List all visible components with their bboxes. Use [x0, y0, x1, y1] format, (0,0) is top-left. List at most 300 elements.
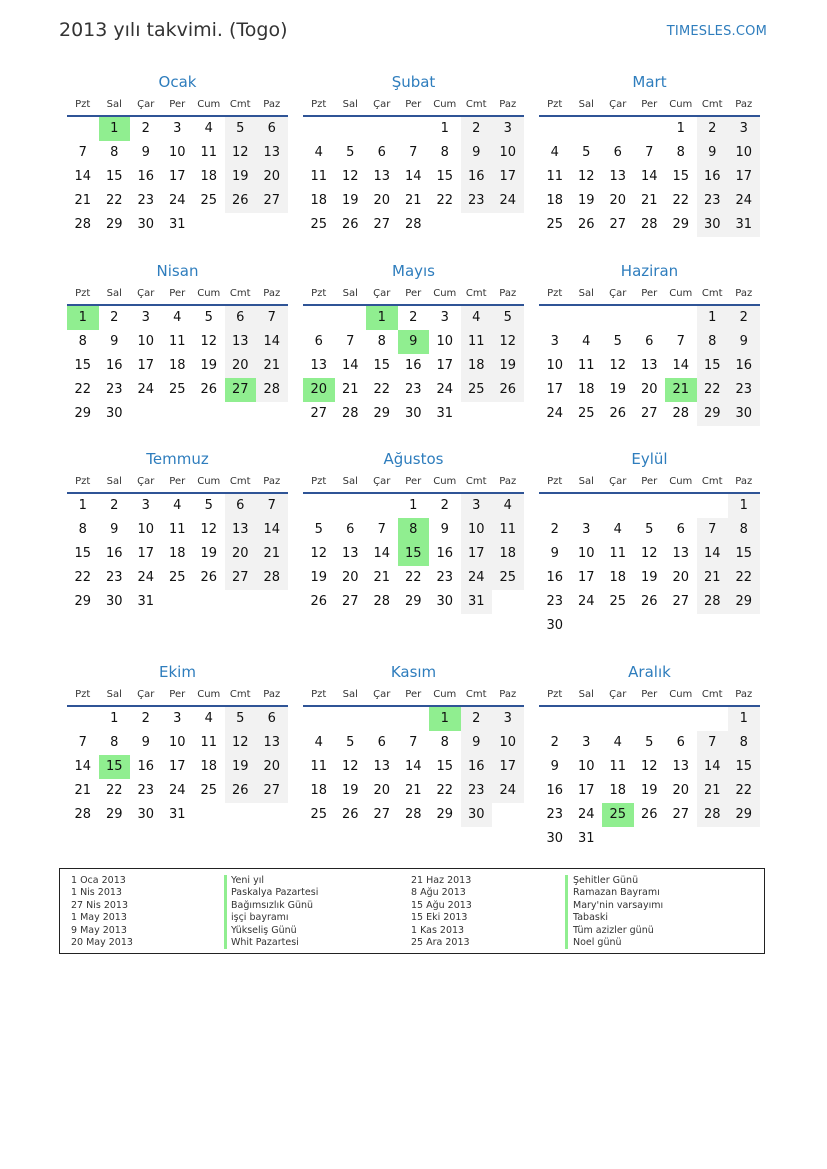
- month-name: Mart: [632, 73, 667, 91]
- day-cell: 14: [74, 169, 92, 184]
- legend-holiday-name: Bağımsızlık Günü: [231, 899, 314, 911]
- day-cell: 20: [609, 193, 627, 208]
- day-cell: 29: [728, 590, 760, 614]
- day-cell: 20: [341, 570, 359, 585]
- legend-date: 1 May 2013: [71, 912, 127, 924]
- legend-holiday-name: Noel günü: [573, 936, 622, 948]
- weekday-label: Cmt: [465, 288, 487, 299]
- weekday-label: Sal: [106, 288, 122, 299]
- day-grid: [67, 494, 288, 640]
- day-cell: 16: [546, 783, 564, 798]
- day-cell: 13: [640, 358, 658, 373]
- day-cell: 15: [74, 546, 92, 561]
- day-cell: 4: [314, 735, 323, 750]
- day-cell: 20: [256, 165, 288, 189]
- day-cell: 9: [550, 759, 559, 774]
- day-cell: 23: [404, 382, 422, 397]
- day-cell: 19: [577, 193, 595, 208]
- day-cell: 7: [256, 306, 288, 330]
- day-cell: 28: [373, 594, 391, 609]
- day-cell: 27: [672, 807, 690, 822]
- day-cell: 22: [436, 193, 454, 208]
- legend-date: 15 Ağu 2013: [411, 899, 472, 911]
- day-cell: 11: [609, 759, 627, 774]
- day-cell: 17: [137, 358, 155, 373]
- day-cell: 8: [78, 522, 87, 537]
- day-cell: 10: [168, 145, 186, 160]
- legend-date: 1 Oca 2013: [71, 875, 126, 886]
- day-cell: 3: [141, 310, 150, 325]
- day-cell: 10: [492, 141, 524, 165]
- month-12: [539, 663, 760, 853]
- weekday-label: Cmt: [229, 476, 251, 487]
- day-cell: 22: [697, 378, 729, 402]
- day-cell: 6: [346, 522, 355, 537]
- day-cell: 7: [645, 145, 654, 160]
- day-cell: 16: [728, 354, 760, 378]
- day-cell: 14: [373, 546, 391, 561]
- day-cell: 20: [373, 783, 391, 798]
- day-cell: 9: [110, 334, 119, 349]
- weekday-label: Per: [169, 689, 186, 700]
- day-cell: 21: [341, 382, 359, 397]
- day-cell: 29: [74, 406, 92, 421]
- day-cell: 18: [609, 570, 627, 585]
- day-cell: 28: [256, 378, 288, 402]
- weekday-label: Pzt: [311, 476, 327, 487]
- weekday-label: Paz: [735, 476, 753, 487]
- legend-holiday-name: Tabaski: [573, 912, 608, 924]
- weekday-label: Paz: [499, 689, 517, 700]
- day-cell: 19: [200, 546, 218, 561]
- day-cell: 2: [550, 522, 559, 537]
- day-cell: 14: [672, 358, 690, 373]
- month-name: Ağustos: [383, 450, 444, 468]
- day-cell: 8: [377, 334, 386, 349]
- weekday-label: Cum: [669, 99, 693, 110]
- day-cell: 18: [168, 358, 186, 373]
- day-cell: 28: [341, 406, 359, 421]
- day-cell: 20: [672, 570, 690, 585]
- day-cell: 16: [436, 546, 454, 561]
- day-cell: 19: [225, 165, 257, 189]
- day-cell: 18: [461, 354, 493, 378]
- weekday-label: Çar: [373, 476, 391, 487]
- day-cell: 13: [310, 358, 328, 373]
- weekday-label: Çar: [373, 288, 391, 299]
- holiday-legend: [59, 868, 765, 954]
- holiday-day-cell: 15: [398, 542, 430, 566]
- day-cell: 18: [310, 783, 328, 798]
- day-cell: 3: [461, 494, 493, 518]
- day-cell: 30: [546, 831, 564, 846]
- day-cell: 12: [310, 546, 328, 561]
- day-cell: 11: [168, 522, 186, 537]
- weekday-label: Cum: [433, 689, 457, 700]
- day-cell: 21: [256, 354, 288, 378]
- day-cell: 30: [436, 594, 454, 609]
- day-cell: 18: [310, 193, 328, 208]
- day-cell: 28: [640, 217, 658, 232]
- day-cell: 20: [672, 783, 690, 798]
- day-cell: 10: [168, 735, 186, 750]
- day-cell: 28: [672, 406, 690, 421]
- day-cell: 16: [105, 358, 123, 373]
- weekday-header: [67, 91, 288, 117]
- legend-holiday-name: Yükseliş Günü: [231, 924, 297, 936]
- month-name: Nisan: [156, 262, 199, 280]
- weekday-label: Çar: [137, 99, 155, 110]
- weekday-label: Cmt: [465, 689, 487, 700]
- holiday-day-cell: 21: [665, 378, 697, 402]
- day-cell: 31: [577, 831, 595, 846]
- weekday-label: Cum: [197, 476, 221, 487]
- day-cell: 19: [200, 358, 218, 373]
- weekday-label: Cmt: [701, 689, 723, 700]
- weekday-label: Paz: [499, 476, 517, 487]
- day-cell: 23: [461, 779, 493, 803]
- day-cell: 5: [582, 145, 591, 160]
- weekday-label: Sal: [342, 288, 358, 299]
- day-cell: 25: [200, 783, 218, 798]
- weekday-header: [303, 280, 524, 306]
- weekday-label: Çar: [609, 476, 627, 487]
- weekday-label: Cum: [669, 476, 693, 487]
- day-cell: 27: [640, 406, 658, 421]
- day-cell: 19: [640, 783, 658, 798]
- day-cell: 25: [492, 566, 524, 590]
- holiday-day-cell: 9: [398, 330, 430, 354]
- day-cell: 6: [645, 334, 654, 349]
- day-cell: 31: [461, 590, 493, 614]
- day-cell: 26: [310, 594, 328, 609]
- weekday-label: Paz: [499, 99, 517, 110]
- day-cell: 2: [440, 498, 449, 513]
- day-cell: 14: [404, 169, 422, 184]
- month-11: [303, 663, 524, 853]
- day-cell: 22: [74, 570, 92, 585]
- legend-names-right: [573, 875, 663, 949]
- day-cell: 10: [137, 334, 155, 349]
- day-cell: 2: [461, 117, 493, 141]
- month-name: Şubat: [391, 73, 436, 91]
- weekday-label: Pzt: [75, 476, 91, 487]
- day-cell: 8: [110, 145, 119, 160]
- weekday-label: Per: [405, 689, 422, 700]
- day-cell: 15: [74, 358, 92, 373]
- day-cell: 21: [404, 783, 422, 798]
- month-name: Haziran: [620, 262, 679, 280]
- day-cell: 29: [697, 402, 729, 426]
- day-cell: 2: [728, 306, 760, 330]
- day-cell: 6: [377, 145, 386, 160]
- day-cell: 7: [346, 334, 355, 349]
- day-cell: 19: [341, 193, 359, 208]
- day-cell: 21: [373, 570, 391, 585]
- day-cell: 30: [697, 213, 729, 237]
- day-cell: 14: [697, 755, 729, 779]
- day-cell: 4: [461, 306, 493, 330]
- legend-date: 20 May 2013: [71, 936, 133, 948]
- day-cell: 5: [314, 522, 323, 537]
- holiday-day-cell: 27: [225, 378, 257, 402]
- weekday-label: Cmt: [701, 476, 723, 487]
- day-cell: 4: [204, 121, 213, 136]
- weekday-label: Per: [641, 99, 658, 110]
- weekday-header: [303, 681, 524, 707]
- weekday-label: Cum: [669, 288, 693, 299]
- day-cell: 13: [341, 546, 359, 561]
- day-cell: 27: [373, 807, 391, 822]
- day-cell: 25: [577, 406, 595, 421]
- day-cell: 29: [74, 594, 92, 609]
- day-cell: 2: [409, 310, 418, 325]
- day-cell: 21: [256, 542, 288, 566]
- day-cell: 7: [697, 518, 729, 542]
- legend-date: 1 Nis 2013: [71, 887, 122, 899]
- day-cell: 23: [461, 189, 493, 213]
- legend-holiday-name: Tüm azizler günü: [573, 924, 654, 936]
- day-cell: 29: [105, 217, 123, 232]
- day-cell: 22: [105, 193, 123, 208]
- day-cell: 9: [728, 330, 760, 354]
- weekday-label: Paz: [735, 99, 753, 110]
- day-cell: 30: [137, 217, 155, 232]
- day-cell: 6: [613, 145, 622, 160]
- day-cell: 8: [728, 731, 760, 755]
- day-cell: 29: [436, 807, 454, 822]
- day-cell: 20: [225, 354, 257, 378]
- day-cell: 12: [341, 759, 359, 774]
- day-cell: 22: [436, 783, 454, 798]
- day-cell: 3: [141, 498, 150, 513]
- day-cell: 13: [256, 731, 288, 755]
- day-cell: 30: [546, 618, 564, 633]
- weekday-label: Cum: [197, 288, 221, 299]
- weekday-label: Pzt: [547, 99, 563, 110]
- day-cell: 3: [173, 121, 182, 136]
- day-cell: 6: [676, 522, 685, 537]
- weekday-label: Sal: [578, 99, 594, 110]
- day-cell: 17: [546, 382, 564, 397]
- day-cell: 29: [672, 217, 690, 232]
- day-cell: 10: [577, 759, 595, 774]
- holiday-day-cell: 8: [398, 518, 430, 542]
- day-cell: 19: [225, 755, 257, 779]
- day-cell: 4: [204, 711, 213, 726]
- day-cell: 18: [492, 542, 524, 566]
- month-10: [67, 663, 288, 853]
- day-cell: 4: [492, 494, 524, 518]
- day-cell: 23: [105, 570, 123, 585]
- weekday-label: Çar: [609, 288, 627, 299]
- day-cell: 30: [137, 807, 155, 822]
- day-grid: [303, 494, 524, 640]
- day-cell: 12: [577, 169, 595, 184]
- legend-holiday-name: Yeni yıl: [231, 875, 264, 886]
- day-cell: 5: [492, 306, 524, 330]
- day-cell: 16: [546, 570, 564, 585]
- page-title: 2013 yılı takvimi. (Togo): [59, 19, 288, 41]
- day-cell: 6: [314, 334, 323, 349]
- day-cell: 24: [577, 594, 595, 609]
- day-cell: 8: [110, 735, 119, 750]
- day-cell: 4: [173, 310, 182, 325]
- day-cell: 6: [377, 735, 386, 750]
- day-cell: 27: [225, 566, 257, 590]
- day-cell: 31: [728, 213, 760, 237]
- day-cell: 14: [404, 759, 422, 774]
- day-cell: 16: [137, 759, 155, 774]
- day-cell: 13: [609, 169, 627, 184]
- day-cell: 14: [256, 330, 288, 354]
- legend-names-left: [231, 875, 318, 949]
- day-cell: 24: [577, 807, 595, 822]
- day-cell: 31: [137, 594, 155, 609]
- day-grid: [303, 707, 524, 853]
- day-cell: 25: [168, 570, 186, 585]
- day-cell: 28: [697, 803, 729, 827]
- day-cell: 5: [346, 145, 355, 160]
- day-cell: 2: [550, 735, 559, 750]
- site-brand-link[interactable]: TIMESLES.COM: [666, 24, 767, 39]
- day-cell: 15: [373, 358, 391, 373]
- legend-date: 21 Haz 2013: [411, 875, 472, 886]
- day-cell: 10: [436, 334, 454, 349]
- day-cell: 16: [461, 165, 493, 189]
- day-cell: 23: [137, 193, 155, 208]
- day-cell: 12: [640, 759, 658, 774]
- day-cell: 6: [256, 117, 288, 141]
- day-cell: 26: [200, 382, 218, 397]
- day-cell: 15: [436, 759, 454, 774]
- weekday-label: Çar: [137, 476, 155, 487]
- day-cell: 14: [74, 759, 92, 774]
- day-grid: [67, 117, 288, 263]
- legend-date: 9 May 2013: [71, 924, 127, 936]
- day-cell: 28: [697, 590, 729, 614]
- day-cell: 20: [640, 382, 658, 397]
- day-cell: 11: [546, 169, 564, 184]
- day-cell: 15: [728, 755, 760, 779]
- day-cell: 10: [492, 731, 524, 755]
- weekday-label: Cum: [433, 99, 457, 110]
- weekday-header: [303, 468, 524, 494]
- day-cell: 1: [728, 707, 760, 731]
- month-name: Aralık: [628, 663, 671, 681]
- weekday-header: [539, 681, 760, 707]
- day-cell: 26: [640, 807, 658, 822]
- day-cell: 7: [256, 494, 288, 518]
- day-cell: 6: [225, 494, 257, 518]
- day-cell: 17: [492, 755, 524, 779]
- legend-holiday-name: Whit Pazartesi: [231, 936, 299, 948]
- day-cell: 25: [546, 217, 564, 232]
- day-cell: 17: [492, 165, 524, 189]
- day-cell: 19: [341, 783, 359, 798]
- day-cell: 2: [697, 117, 729, 141]
- day-cell: 30: [461, 803, 493, 827]
- day-cell: 10: [546, 358, 564, 373]
- day-cell: 11: [200, 145, 218, 160]
- weekday-label: Sal: [578, 476, 594, 487]
- day-cell: 6: [225, 306, 257, 330]
- day-cell: 5: [204, 310, 213, 325]
- day-cell: 25: [200, 193, 218, 208]
- day-cell: 3: [492, 707, 524, 731]
- legend-dates-right: [411, 875, 472, 949]
- day-cell: 3: [173, 711, 182, 726]
- day-cell: 25: [168, 382, 186, 397]
- weekday-label: Cum: [669, 689, 693, 700]
- weekday-label: Paz: [263, 476, 281, 487]
- day-cell: 15: [672, 169, 690, 184]
- day-cell: 24: [436, 382, 454, 397]
- holiday-day-cell: 15: [99, 755, 131, 779]
- day-cell: 30: [404, 406, 422, 421]
- day-cell: 7: [676, 334, 685, 349]
- weekday-label: Cmt: [465, 99, 487, 110]
- day-cell: 12: [200, 334, 218, 349]
- weekday-header: [303, 91, 524, 117]
- day-cell: 19: [640, 570, 658, 585]
- day-cell: 24: [168, 783, 186, 798]
- day-cell: 19: [609, 382, 627, 397]
- weekday-label: Cum: [197, 689, 221, 700]
- day-cell: 25: [609, 594, 627, 609]
- day-cell: 31: [168, 217, 186, 232]
- weekday-label: Cmt: [229, 99, 251, 110]
- day-cell: 7: [409, 145, 418, 160]
- day-cell: 13: [672, 759, 690, 774]
- day-cell: 10: [137, 522, 155, 537]
- day-cell: 24: [492, 779, 524, 803]
- weekday-label: Paz: [499, 288, 517, 299]
- day-cell: 17: [436, 358, 454, 373]
- weekday-header: [539, 91, 760, 117]
- day-cell: 5: [613, 334, 622, 349]
- weekday-label: Per: [169, 288, 186, 299]
- day-cell: 1: [110, 711, 119, 726]
- day-cell: 24: [492, 189, 524, 213]
- weekday-label: Pzt: [311, 689, 327, 700]
- day-cell: 27: [373, 217, 391, 232]
- day-cell: 5: [645, 522, 654, 537]
- legend-holiday-name: Paskalya Pazartesi: [231, 887, 319, 899]
- day-cell: 29: [105, 807, 123, 822]
- weekday-label: Cmt: [229, 689, 251, 700]
- month-name: Temmuz: [146, 450, 209, 468]
- weekday-label: Çar: [373, 689, 391, 700]
- weekday-label: Per: [641, 476, 658, 487]
- day-cell: 5: [225, 117, 257, 141]
- day-cell: 5: [225, 707, 257, 731]
- day-cell: 14: [697, 542, 729, 566]
- day-cell: 7: [78, 735, 87, 750]
- day-cell: 5: [645, 735, 654, 750]
- day-cell: 21: [74, 193, 92, 208]
- day-cell: 19: [492, 354, 524, 378]
- month-5: [303, 262, 524, 452]
- day-grid: [539, 117, 760, 263]
- day-cell: 4: [173, 498, 182, 513]
- day-cell: 20: [225, 542, 257, 566]
- day-cell: 16: [404, 358, 422, 373]
- day-grid: [539, 707, 760, 853]
- weekday-label: Cum: [433, 288, 457, 299]
- day-cell: 21: [404, 193, 422, 208]
- day-cell: 14: [640, 169, 658, 184]
